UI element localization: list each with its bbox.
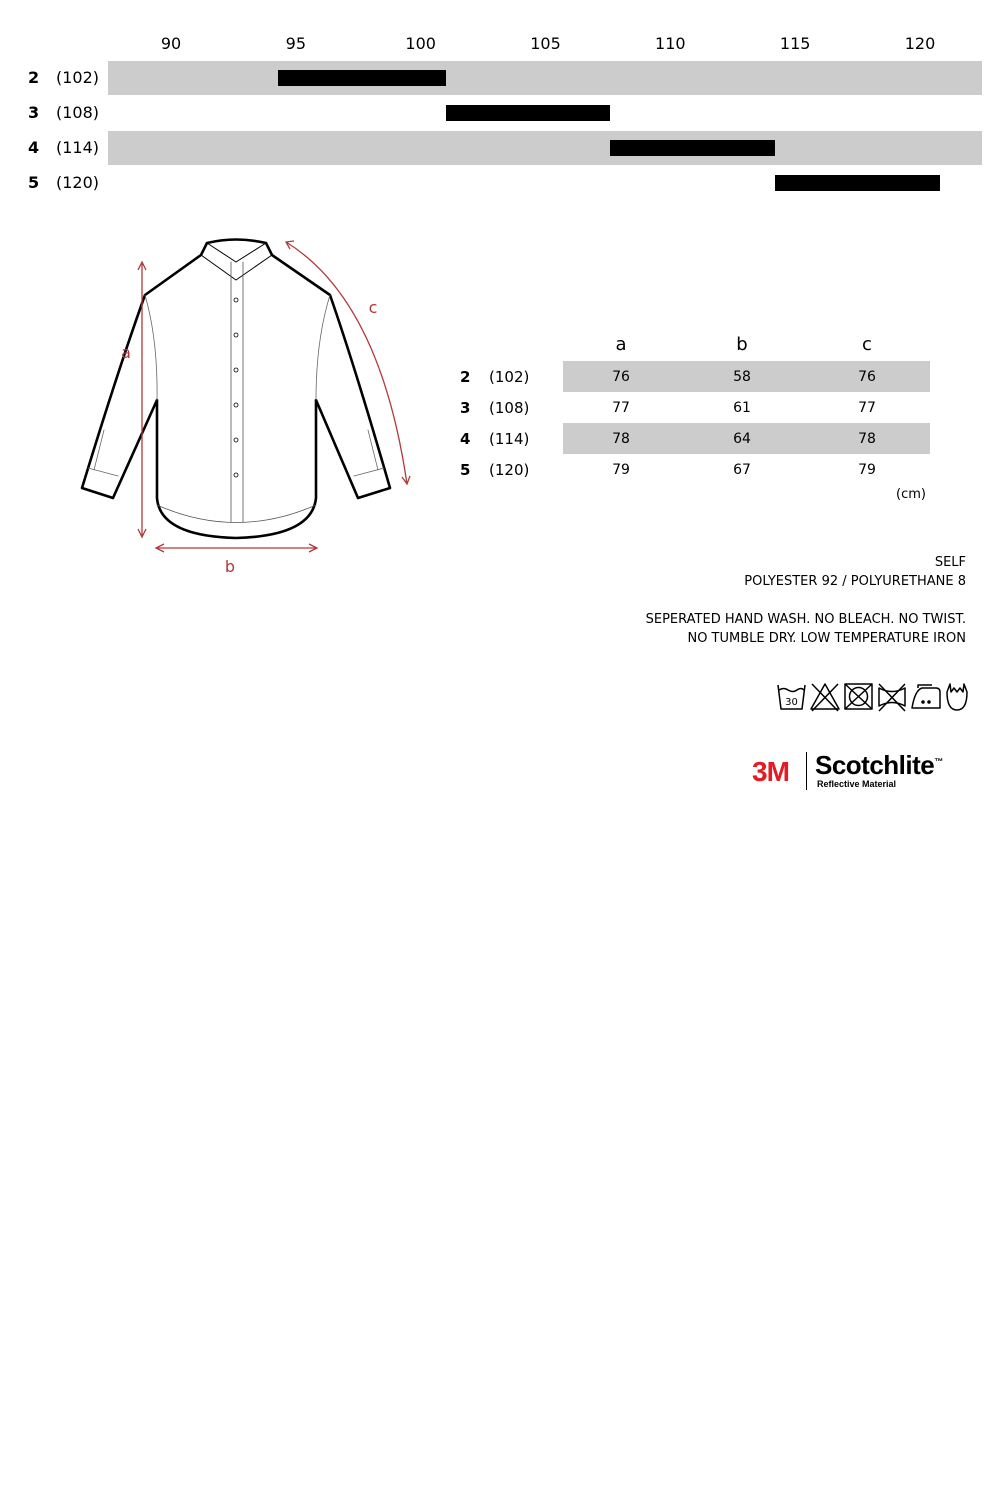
- trademark: ™: [934, 756, 943, 767]
- scale-tick: 100: [405, 34, 436, 53]
- size-chest: (120): [56, 173, 100, 192]
- table-cell: 78: [858, 431, 876, 447]
- table-chest: (114): [489, 430, 530, 448]
- table-chest: (102): [489, 368, 530, 386]
- table-size: 2: [460, 368, 471, 386]
- table-cell: 79: [858, 462, 876, 478]
- hand-wash-icon: [947, 684, 967, 710]
- scotchlite-wordmark: [815, 750, 943, 781]
- care-instructions-line1: SEPERATED HAND WASH. NO BLEACH. NO TWIST.: [645, 612, 966, 627]
- measure-a-arrow: [138, 262, 146, 537]
- size-range-bar: [610, 140, 775, 156]
- shirt-outline: [82, 240, 390, 539]
- wash-30-icon: [778, 685, 805, 709]
- size-range-bar: [278, 70, 445, 86]
- size-number: 5: [28, 173, 40, 192]
- size-range-bar: [775, 175, 940, 191]
- size-row-band: [108, 61, 982, 95]
- size-chest: (102): [56, 68, 100, 87]
- scale-tick: 120: [904, 34, 936, 53]
- brand-name: Scotchlite: [815, 750, 935, 780]
- size-chest: (108): [56, 103, 100, 122]
- table-cell: 67: [733, 462, 751, 478]
- table-chest: (120): [489, 461, 530, 479]
- care-icons: [776, 680, 970, 714]
- shirt-diagram: [70, 230, 430, 580]
- scale-tick: 90: [160, 34, 182, 53]
- measure-b-label: b: [224, 557, 236, 576]
- scale-tick: 115: [779, 34, 811, 53]
- size-number: 3: [28, 103, 40, 122]
- size-number: 4: [28, 138, 40, 157]
- no-bleach-icon: [811, 684, 839, 711]
- table-cell: 77: [858, 400, 876, 416]
- table-cell: 76: [612, 369, 630, 385]
- logo-divider: [806, 752, 807, 790]
- scotchlite-logo: [752, 752, 962, 792]
- no-wring-icon: [879, 684, 905, 711]
- table-cell: 64: [733, 431, 751, 447]
- table-cell: 76: [858, 369, 876, 385]
- scale-tick: 105: [530, 34, 561, 53]
- scale-tick: 110: [655, 34, 686, 53]
- size-chest: (114): [56, 138, 100, 157]
- table-cell: 61: [733, 400, 751, 416]
- col-header-a: a: [615, 334, 627, 355]
- unit-label: (cm): [896, 487, 926, 502]
- wash-temp: 30: [785, 697, 798, 708]
- size-row-band: [108, 131, 982, 165]
- size-number: 2: [28, 68, 40, 87]
- measure-b-arrow: [156, 544, 317, 552]
- col-header-c: c: [862, 334, 872, 355]
- table-chest: (108): [489, 399, 530, 417]
- table-cell: 79: [612, 462, 630, 478]
- care-instructions-line2: NO TUMBLE DRY. LOW TEMPERATURE IRON: [687, 631, 966, 646]
- size-range-bar: [446, 105, 611, 121]
- table-cell: 77: [612, 400, 630, 416]
- table-size: 3: [460, 399, 471, 417]
- table-size: 5: [460, 461, 471, 479]
- shirt-collar: [201, 255, 272, 280]
- brand-tagline: Reflective Material: [817, 779, 897, 789]
- fabric-label: SELF: [934, 555, 966, 570]
- measure-c-label: c: [368, 298, 378, 317]
- 3m-logo: 3M: [752, 756, 789, 787]
- col-header-b: b: [736, 334, 748, 355]
- no-tumble-dry-icon: [845, 684, 872, 709]
- fabric-composition: POLYESTER 92 / POLYURETHANE 8: [744, 574, 966, 589]
- scale-tick: 95: [285, 34, 307, 53]
- table-cell: 58: [733, 369, 751, 385]
- measure-a-label: a: [121, 343, 131, 362]
- low-iron-icon: [912, 685, 940, 708]
- table-cell: 78: [612, 431, 630, 447]
- table-size: 4: [460, 430, 471, 448]
